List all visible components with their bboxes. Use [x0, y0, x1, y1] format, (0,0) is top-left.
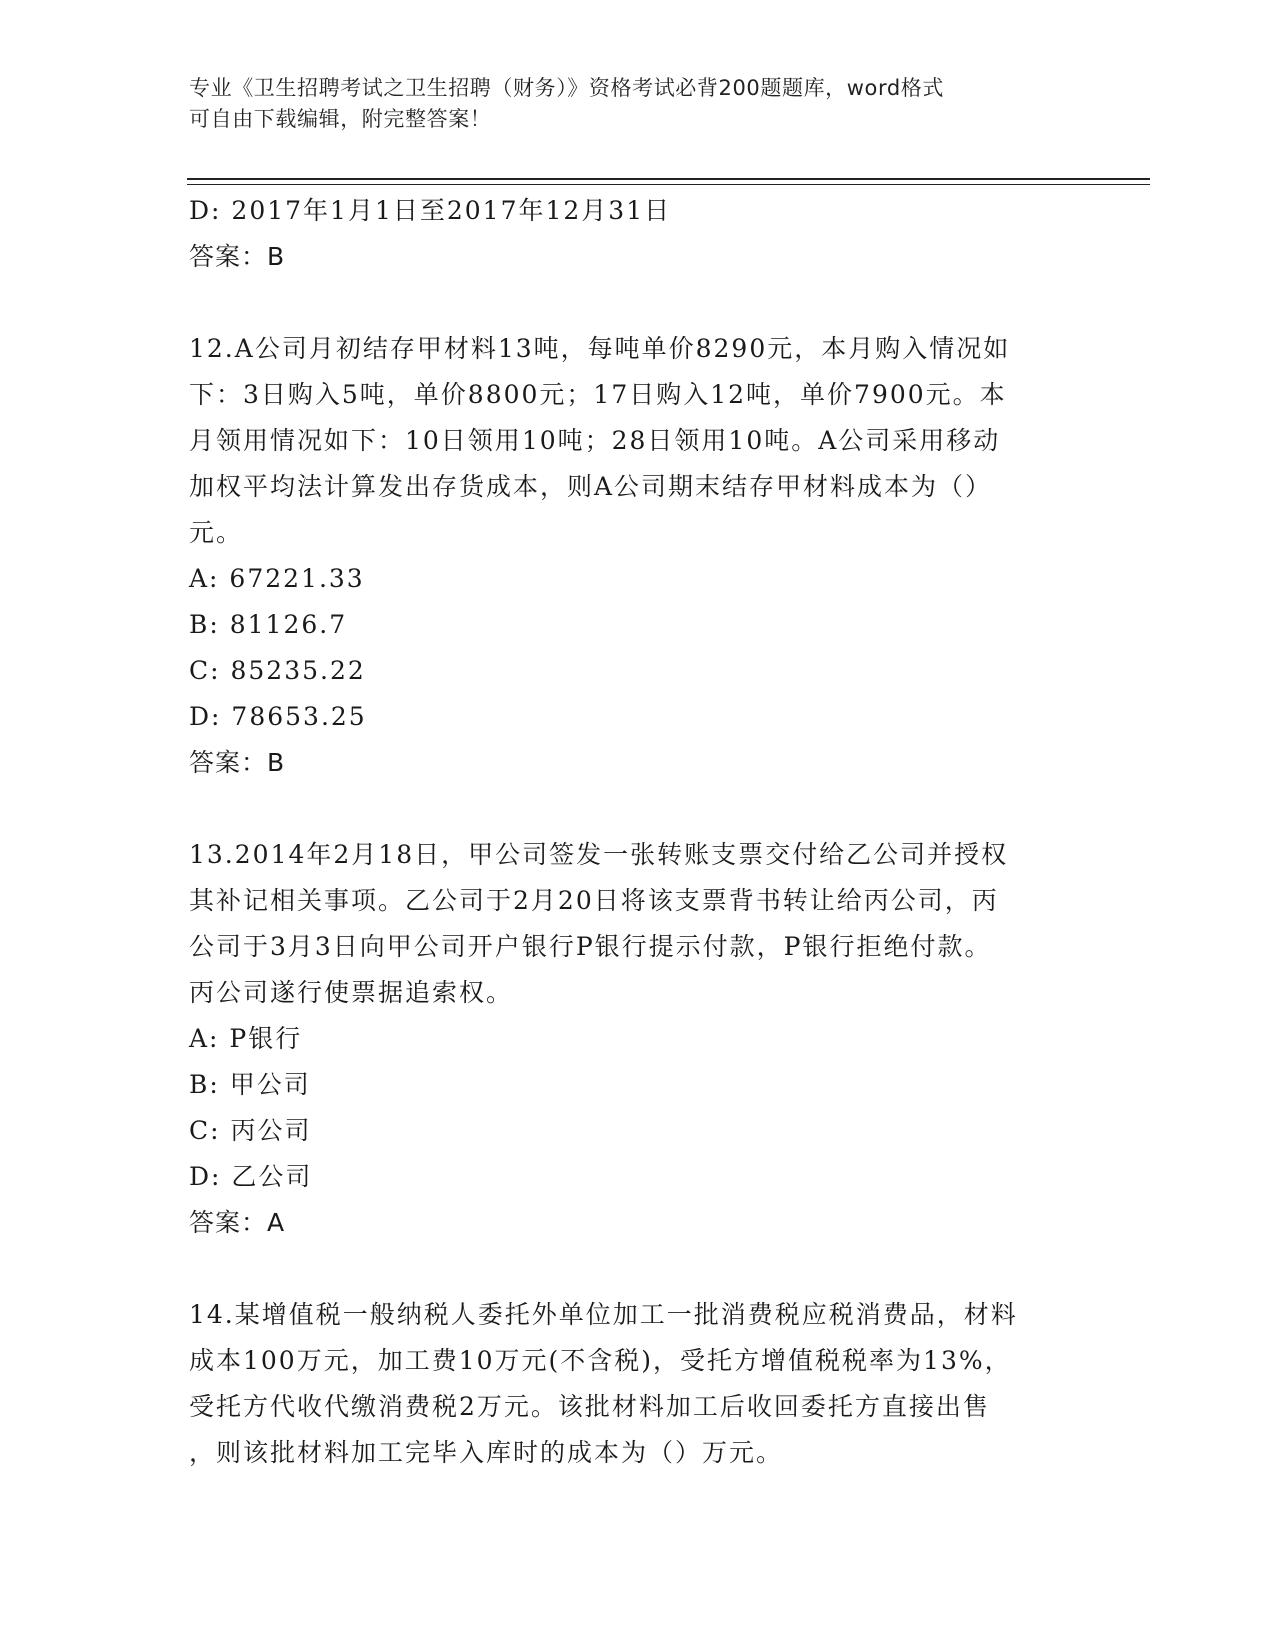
question-stem-line: 加权平均法计算发出存货成本，则A公司期末结存甲材料成本为（）: [189, 472, 993, 501]
question-stem-line: 受托方代收代缴消费税2万元。该批材料加工后收回委托方直接出售: [189, 1392, 990, 1421]
spacer: [189, 1246, 1089, 1292]
question-stem-line: 下：3日购入5吨，单价8800元；17日购入12吨，单价7900元。本: [189, 380, 1007, 409]
question-stem-line: 月领用情况如下：10日领用10吨；28日领用10吨。A公司采用移动: [189, 426, 1001, 455]
question-stem-line: 12.A公司月初结存甲材料13吨，每吨单价8290元，本月购入情况如: [189, 334, 1011, 363]
option-a: A: 67221.33: [189, 564, 365, 593]
document-header: [189, 73, 1069, 135]
question-stem-line: 公司于3月3日向甲公司开户银行P银行提示付款，P银行拒绝付款。: [189, 932, 992, 961]
option-c: C: 丙公司: [189, 1116, 312, 1145]
question-stem-line: 13.2014年2月18日，甲公司签发一张转账支票交付给乙公司并授权: [189, 840, 1009, 869]
option-b: B: 81126.7: [189, 610, 348, 639]
option-b: B: 甲公司: [189, 1070, 311, 1099]
answer: 答案：A: [189, 1208, 286, 1237]
question-stem-line: ，则该批材料加工完毕入库时的成本为（）万元。: [189, 1438, 784, 1467]
header-rule-thick: [187, 178, 1150, 180]
header-title-line-2: 可自由下载编辑，附完整答案！: [189, 107, 492, 131]
option-a: A: P银行: [189, 1024, 303, 1053]
header-title-line-1: 专业《卫生招聘考试之卫生招聘（财务）》资格考试必背200题题库，word格式: [189, 76, 944, 100]
header-rule-thin: [187, 184, 1150, 185]
previous-question-answer: 答案：B: [189, 242, 286, 271]
answer: 答案：B: [189, 748, 286, 777]
question-stem-line: 元。: [189, 518, 244, 547]
spacer: [189, 280, 1089, 326]
question-stem-line: 成本100万元，加工费10万元(不含税)，受托方增值税税率为13%，: [189, 1346, 1012, 1375]
question-12: [189, 326, 1089, 786]
question-stem-line: 14.某增值税一般纳税人委托外单位加工一批消费税应税消费品，材料: [189, 1300, 1018, 1329]
document-body: [189, 188, 1089, 1476]
question-stem-line: 丙公司遂行使票据追索权。: [189, 978, 514, 1007]
option-d: D: 乙公司: [189, 1162, 313, 1191]
question-14: [189, 1292, 1089, 1476]
option-c: C: 85235.22: [189, 656, 366, 685]
question-stem-line: 其补记相关事项。乙公司于2月20日将该支票背书转让给丙公司，丙: [189, 886, 999, 915]
question-13: [189, 832, 1089, 1246]
option-d: D: 78653.25: [189, 702, 367, 731]
previous-question-option-d: D: 2017年1月1日至2017年12月31日: [189, 196, 672, 225]
spacer: [189, 786, 1089, 832]
